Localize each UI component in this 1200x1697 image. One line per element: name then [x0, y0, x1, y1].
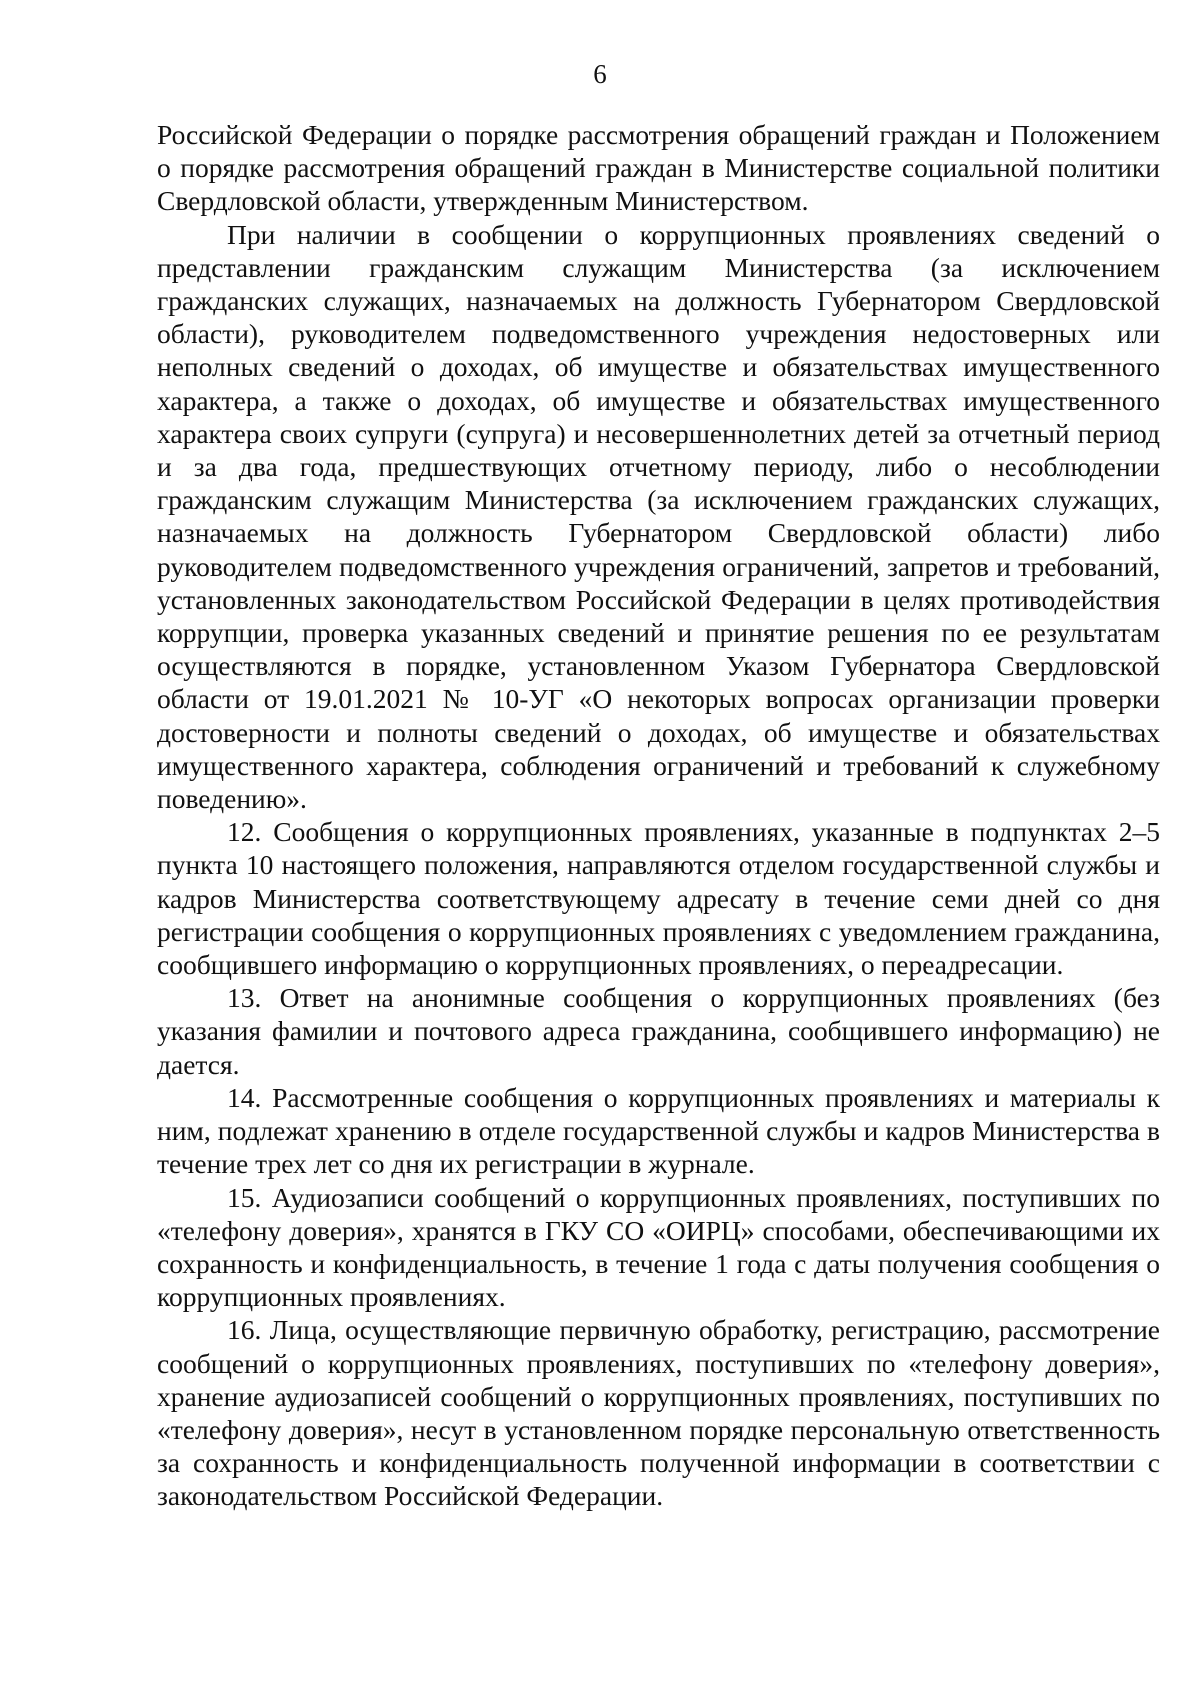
- paragraph-item-13: 13. Ответ на анонимные сообщения о коррупционных проявлениях (без указания фамилии и почтового адреса гражданина, сообщившего информацию) не дается.: [157, 982, 1160, 1080]
- paragraph-item-14: 14. Рассмотренные сообщения о коррупционных проявлениях и материалы к ним, подлежат хранению в отделе государственной службы и кадров Министерства в течение трех лет со дня их регистрации в журнале.: [157, 1081, 1160, 1180]
- paragraph-verification: При наличии в сообщении о коррупционных проявлениях сведений о представлении гражданским служащим Министерства (за исключением гражданских служащих, назначаемых на должность Губернатором Свердловской области), руководителем подведомственного учреждения недостоверных или неполных сведений о доходах, об имуществе и обязательствах имущественного характера, а также о доходах, об имуществе и обязательствах имущественного характера своих супруги (супруга) и несовершеннолетних детей за отчетный период и за два года, предшествующих отчетному периоду, либо о несоблюдении гражданским служащим Министерства (за исключением гражданских служащих, назначаемых на должность Губернатором Свердловской области) либо руководителем подведомственного учреждения ограничений, запретов и требований, установленных законодательством Российской Федерации в целях противодействия коррупции, проверка указанных сведений и принятие решения по ее результатам осуществляются в порядке, установленном Указом Губернатора Свердловской области от 19.01.2021 № 10-УГ «О некоторых вопросах организации проверки достоверности и полноты сведений о доходах, об имуществе и обязательствах имущественного характера, соблюдения ограничений и требований к служебному поведению».: [157, 218, 1160, 815]
- page-number: 6: [593, 59, 607, 89]
- document-body: [157, 118, 1160, 1513]
- paragraph-item-15: 15. Аудиозаписи сообщений о коррупционных проявлениях, поступивших по «телефону доверия», хранятся в ГКУ СО «ОИРЦ» способами, обеспечивающими их сохранность и конфиденциальность, в течение 1 года с даты получения сообщения о коррупционных проявлениях.: [157, 1181, 1160, 1313]
- paragraph-item-16: 16. Лица, осуществляющие первичную обработку, регистрацию, рассмотрение сообщений о коррупционных проявлениях, поступивших по «телефону доверия», хранение аудиозаписей сообщений о коррупционных проявлениях, поступивших по «телефону доверия», несут в установленном порядке персональную ответственность за сохранность и конфиденциальность полученной информации в соответствии с законодательством Российской Федерации.: [157, 1314, 1160, 1512]
- paragraph-item-12: 12. Сообщения о коррупционных проявлениях, указанные в подпунктах 2–5 пункта 10 настоящего положения, направляются отделом государственной службы и кадров Министерства соответствующему адресату в течение семи дней со дня регистрации сообщения о коррупционных проявлениях с уведомлением гражданина, сообщившего информацию о коррупционных проявлениях, о переадресации.: [157, 816, 1160, 981]
- paragraph-continuation: Российской Федерации о порядке рассмотрения обращений граждан и Положением о порядке рассмотрения обращений граждан в Министерстве социальной политики Свердловской области, утвержденным Министерством.: [157, 119, 1160, 217]
